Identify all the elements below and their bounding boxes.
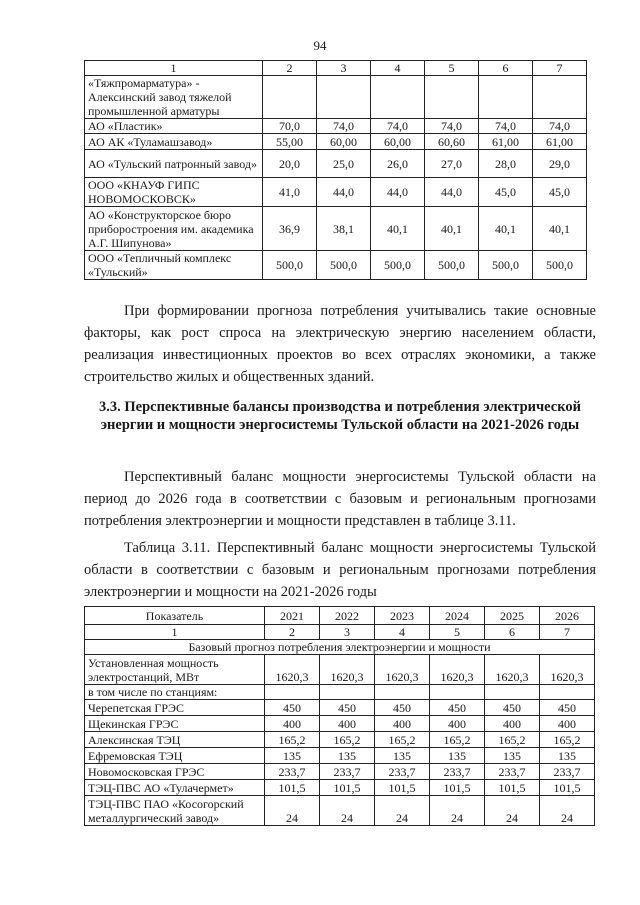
value-cell: [265, 685, 320, 700]
value-cell: [425, 76, 479, 119]
table-row: [85, 700, 595, 716]
value-cell: 74,0: [533, 119, 587, 134]
value-cell: 500,0: [371, 251, 425, 280]
header-cell: 3: [317, 61, 371, 76]
value-cell: 101,5: [320, 780, 375, 796]
page-number: 94: [313, 38, 327, 53]
value-cell: 44,0: [317, 178, 371, 207]
section-heading: 3.3. Перспективные балансы производства и потребления электрической энергии и мощности энергосистемы Тульской области на 2021-2026 годы: [98, 399, 581, 433]
value-cell: 40,1: [425, 207, 479, 251]
value-cell: 29,0: [533, 150, 587, 178]
table-row: [85, 76, 587, 119]
value-cell: 24: [320, 796, 375, 826]
value-cell: 450: [485, 700, 540, 716]
value-cell: 101,5: [540, 780, 595, 796]
table-row: [85, 178, 587, 207]
value-cell: 400: [430, 716, 485, 732]
table-row: [85, 764, 595, 780]
value-cell: 135: [485, 748, 540, 764]
power-balance-table: [84, 606, 595, 826]
row-label: АО «Пластик»: [85, 119, 263, 134]
value-cell: 74,0: [371, 119, 425, 134]
value-cell: 1620,3: [430, 655, 485, 685]
value-cell: 233,7: [265, 764, 320, 780]
value-cell: 101,5: [265, 780, 320, 796]
header-cell: 4: [371, 61, 425, 76]
value-cell: 101,5: [375, 780, 430, 796]
column-number-cell: 3: [320, 625, 375, 640]
value-cell: [263, 76, 317, 119]
column-number-cell: 7: [540, 625, 595, 640]
value-cell: 450: [430, 700, 485, 716]
column-number-cell: 5: [430, 625, 485, 640]
value-cell: 24: [540, 796, 595, 826]
table-row: [85, 251, 587, 280]
row-label: Щекинская ГРЭС: [85, 716, 265, 732]
header-cell: 5: [425, 61, 479, 76]
value-cell: 135: [430, 748, 485, 764]
value-cell: 135: [320, 748, 375, 764]
value-cell: [430, 685, 485, 700]
value-cell: 1620,3: [375, 655, 430, 685]
value-cell: 500,0: [533, 251, 587, 280]
column-number-cell: 4: [375, 625, 430, 640]
value-cell: 61,00: [479, 134, 533, 150]
value-cell: 40,1: [533, 207, 587, 251]
table-row: [85, 685, 595, 700]
value-cell: 41,0: [263, 178, 317, 207]
value-cell: 400: [375, 716, 430, 732]
value-cell: 60,00: [371, 134, 425, 150]
value-cell: 233,7: [540, 764, 595, 780]
table-row: [85, 655, 595, 685]
paragraph-forecast-factors: При формировании прогноза потребления учитывались такие основные факторы, как рост спроса на электрическую энергию населением области, реализация инвестиционных проектов во всех отраслях экономики, а также строительство жилых и общественных зданий.: [84, 303, 596, 385]
value-cell: 60,60: [425, 134, 479, 150]
value-cell: [375, 685, 430, 700]
value-cell: 165,2: [265, 732, 320, 748]
value-cell: [371, 76, 425, 119]
value-cell: 38,1: [317, 207, 371, 251]
value-cell: 500,0: [479, 251, 533, 280]
value-cell: 40,1: [479, 207, 533, 251]
value-cell: 165,2: [485, 732, 540, 748]
value-cell: 135: [265, 748, 320, 764]
row-label: Новомосковская ГРЭС: [85, 764, 265, 780]
table-row: [85, 748, 595, 764]
row-label: Ефремовская ТЭЦ: [85, 748, 265, 764]
value-cell: 60,00: [317, 134, 371, 150]
value-cell: 400: [320, 716, 375, 732]
row-label: Алексинская ТЭЦ: [85, 732, 265, 748]
table-row: [85, 716, 595, 732]
subheader-row: [85, 640, 595, 655]
table-caption: Таблица 3.11. Перспективный баланс мощности энергосистемы Тульской области в соответствии с базовым и региональным прогнозами потребления электроэнергии и мощности на 2021-2026 годы: [84, 540, 596, 600]
value-cell: 400: [485, 716, 540, 732]
table-header-row: [85, 607, 595, 625]
table-header-row: [85, 61, 587, 76]
value-cell: 28,0: [479, 150, 533, 178]
value-cell: 450: [375, 700, 430, 716]
header-cell: 2023: [375, 607, 430, 625]
header-cell: 2: [263, 61, 317, 76]
value-cell: 61,00: [533, 134, 587, 150]
value-cell: [320, 685, 375, 700]
row-label: АО «Тульский патронный завод»: [85, 150, 263, 178]
value-cell: [540, 685, 595, 700]
header-cell: 2024: [430, 607, 485, 625]
value-cell: 165,2: [430, 732, 485, 748]
value-cell: 26,0: [371, 150, 425, 178]
value-cell: 74,0: [425, 119, 479, 134]
value-cell: 500,0: [263, 251, 317, 280]
header-cell: 6: [479, 61, 533, 76]
value-cell: 165,2: [375, 732, 430, 748]
value-cell: 27,0: [425, 150, 479, 178]
value-cell: 40,1: [371, 207, 425, 251]
value-cell: 233,7: [430, 764, 485, 780]
value-cell: 233,7: [320, 764, 375, 780]
table-row: [85, 780, 595, 796]
value-cell: 24: [430, 796, 485, 826]
header-cell: 1: [85, 61, 263, 76]
header-cell: 2022: [320, 607, 375, 625]
value-cell: 1620,3: [265, 655, 320, 685]
value-cell: 44,0: [425, 178, 479, 207]
value-cell: [479, 76, 533, 119]
value-cell: 233,7: [375, 764, 430, 780]
header-cell: 2025: [485, 607, 540, 625]
value-cell: 25,0: [317, 150, 371, 178]
value-cell: 101,5: [430, 780, 485, 796]
column-number-cell: 6: [485, 625, 540, 640]
header-cell: 7: [533, 61, 587, 76]
industrial-consumers-table: [84, 60, 587, 280]
subheader-cell: Базовый прогноз потребления электроэнергии и мощности: [85, 640, 595, 655]
value-cell: 45,0: [533, 178, 587, 207]
value-cell: 135: [540, 748, 595, 764]
value-cell: 500,0: [317, 251, 371, 280]
value-cell: [533, 76, 587, 119]
value-cell: 450: [320, 700, 375, 716]
row-label: в том числе по станциям:: [85, 685, 265, 700]
column-number-row: [85, 625, 595, 640]
value-cell: 233,7: [485, 764, 540, 780]
table-row: [85, 150, 587, 178]
value-cell: 24: [485, 796, 540, 826]
value-cell: 165,2: [540, 732, 595, 748]
row-label: Черепетская ГРЭС: [85, 700, 265, 716]
value-cell: 1620,3: [540, 655, 595, 685]
table-row: [85, 796, 595, 826]
table-row: [85, 732, 595, 748]
value-cell: 500,0: [425, 251, 479, 280]
value-cell: 24: [375, 796, 430, 826]
value-cell: 24: [265, 796, 320, 826]
value-cell: 45,0: [479, 178, 533, 207]
table-row: [85, 119, 587, 134]
row-label: АО АК «Туламашзавод»: [85, 134, 263, 150]
value-cell: 74,0: [479, 119, 533, 134]
value-cell: 450: [540, 700, 595, 716]
row-label: «Тяжпромарматура» - Алексинский завод тяжелой промышленной арматуры: [85, 76, 263, 119]
row-label: АО «Конструкторское бюро приборостроения им. академика А.Г. Шипунова»: [85, 207, 263, 251]
value-cell: 1620,3: [320, 655, 375, 685]
header-cell: Показатель: [85, 607, 265, 625]
row-label: ТЭЦ-ПВС АО «Тулачермет»: [85, 780, 265, 796]
row-label: ООО «КНАУФ ГИПС НОВОМОСКОВСК»: [85, 178, 263, 207]
value-cell: 101,5: [485, 780, 540, 796]
value-cell: 44,0: [371, 178, 425, 207]
column-number-cell: 1: [85, 625, 265, 640]
row-label: Установленная мощность электростанций, МВт: [85, 655, 265, 685]
table-row: [85, 134, 587, 150]
value-cell: 55,00: [263, 134, 317, 150]
value-cell: 1620,3: [485, 655, 540, 685]
value-cell: 450: [265, 700, 320, 716]
value-cell: 70,0: [263, 119, 317, 134]
value-cell: 20,0: [263, 150, 317, 178]
value-cell: 36,9: [263, 207, 317, 251]
header-cell: 2026: [540, 607, 595, 625]
value-cell: 165,2: [320, 732, 375, 748]
header-cell: 2021: [265, 607, 320, 625]
table-row: [85, 207, 587, 251]
value-cell: 74,0: [317, 119, 371, 134]
value-cell: [317, 76, 371, 119]
column-number-cell: 2: [265, 625, 320, 640]
row-label: ООО «Тепличный комплекс «Тульский»: [85, 251, 263, 280]
value-cell: 400: [540, 716, 595, 732]
paragraph-balance-intro: Перспективный баланс мощности энергосистемы Тульской области на период до 2026 года в соответствии с базовым и региональным прогнозами потребления электроэнергии и мощности представлен в таблице 3.11.: [84, 469, 596, 529]
value-cell: 135: [375, 748, 430, 764]
row-label: ТЭЦ-ПВС ПАО «Косогорский металлургический завод»: [85, 796, 265, 826]
value-cell: 400: [265, 716, 320, 732]
value-cell: [485, 685, 540, 700]
